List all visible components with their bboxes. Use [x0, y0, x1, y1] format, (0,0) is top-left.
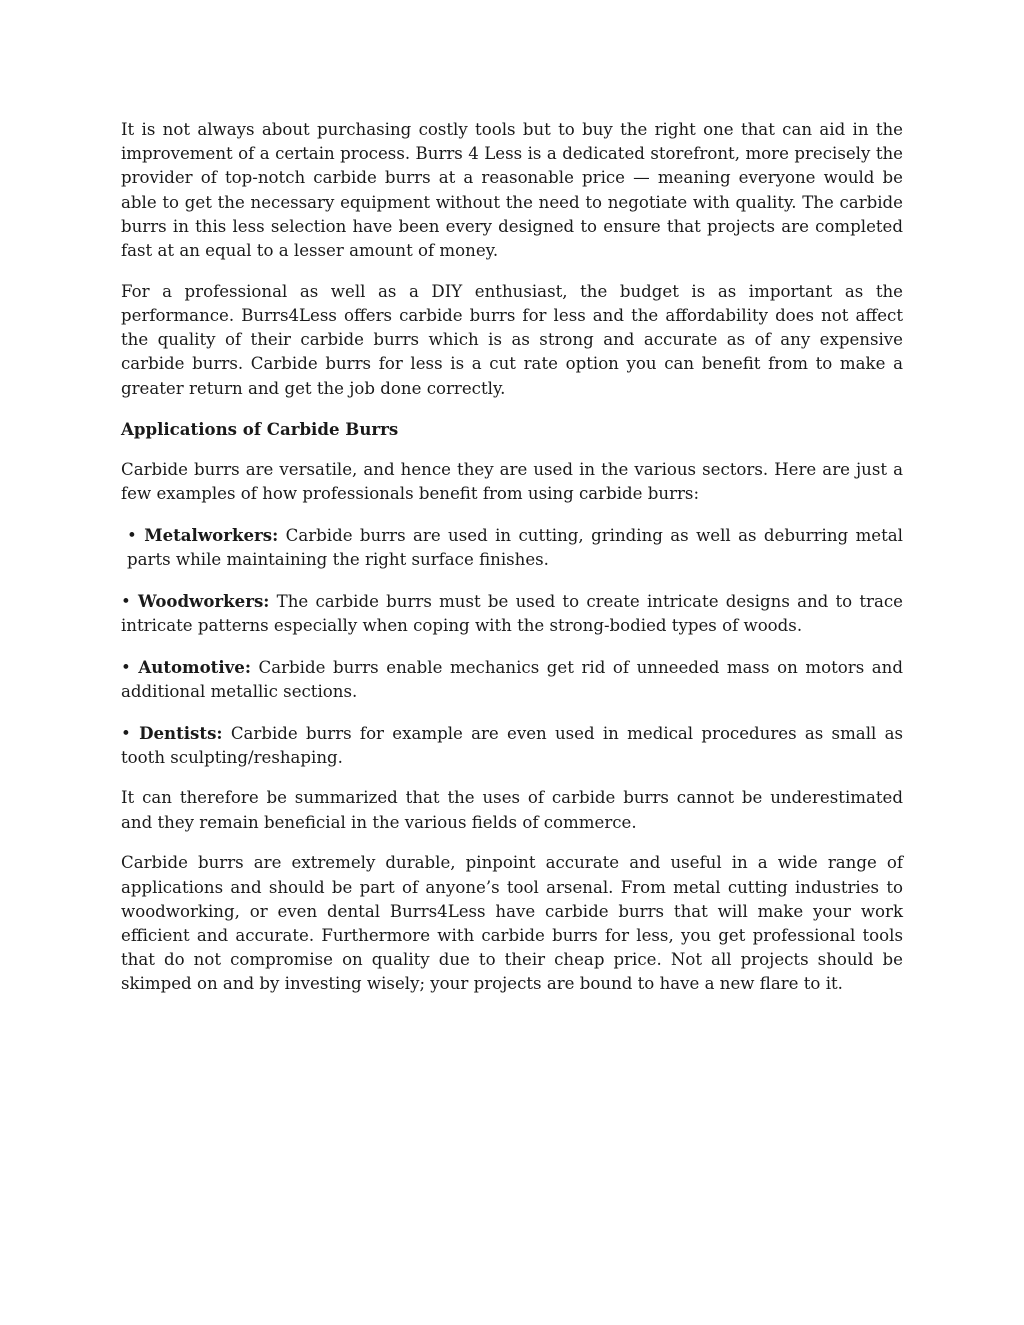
application-term: Woodworkers:	[138, 590, 270, 611]
application-item-woodworkers	[121, 589, 903, 638]
section-intro-paragraph: Carbide burrs are versatile, and hence they are used in the various sectors. Here are just a few examples of how professionals benefit from using carbide burrs:	[121, 459, 903, 504]
application-item-dentists	[121, 721, 903, 770]
bullet-mark: •	[121, 591, 131, 611]
application-text: Carbide burrs enable mechanics get rid of unneeded mass on motors and additional metallic sections.	[121, 657, 903, 701]
application-text: Carbide burrs for example are even used in medical procedures as small as tooth sculpting/reshaping.	[121, 723, 903, 767]
application-text: The carbide burrs must be used to create intricate designs and to trace intricate patterns especially when coping with the strong-bodied types of woods.	[121, 591, 903, 635]
closing-paragraph: It can therefore be summarized that the uses of carbide burrs cannot be underestimated and they remain beneficial in the various fields of commerce.	[121, 788, 903, 832]
application-text: Carbide burrs are used in cutting, grinding as well as deburring metal parts while maintaining the right surface finishes.	[127, 525, 903, 570]
application-term: Dentists:	[139, 722, 223, 743]
intro-paragraph: It is not always about purchasing costly tools but to buy the right one that can aid in the improvement of a certain process. Burrs 4 Less is a dedicated storefront, more precisely the provider of top-notch carbide burrs at a reasonable price — meaning everyone would be able to get the necessary equipment without the need to negotiate with quality. The carbide burrs in this less selection have been every designed to ensure that projects are completed fast at an equal to a lesser amount of money.	[121, 120, 903, 261]
application-term: Metalworkers:	[144, 524, 279, 545]
bullet-mark: •	[127, 525, 137, 545]
application-term: Automotive:	[138, 656, 251, 677]
application-item-automotive	[121, 655, 903, 704]
section-heading: Applications of Carbide Burrs	[121, 419, 399, 440]
application-item-metalworkers	[121, 523, 903, 572]
closing-paragraph: Carbide burrs are extremely durable, pinpoint accurate and useful in a wide range of applications and should be part of anyone’s tool arsenal. From metal cutting industries to woodworking, or even dental Burrs4Less have carbide burrs that will make your work efficient and accurate. Furthermore with carbide burrs for less, you get professional tools that do not compromise on quality due to their cheap price. Not all projects should be skimped on and by investing wisely; your projects are bound to have a new flare to it.	[121, 853, 903, 994]
bullet-mark: •	[121, 657, 131, 677]
intro-paragraph: For a professional as well as a DIY enthusiast, the budget is as important as the performance. Burrs4Less offers carbide burrs for less and the affordability does not affect the quality of their carbide burrs which is as strong and accurate as of any expensive carbide burrs. Carbide burrs for less is a cut rate option you can benefit from to make a greater return and get the job done correctly.	[121, 281, 903, 398]
bullet-mark: •	[121, 723, 131, 743]
document-page	[121, 118, 903, 1013]
